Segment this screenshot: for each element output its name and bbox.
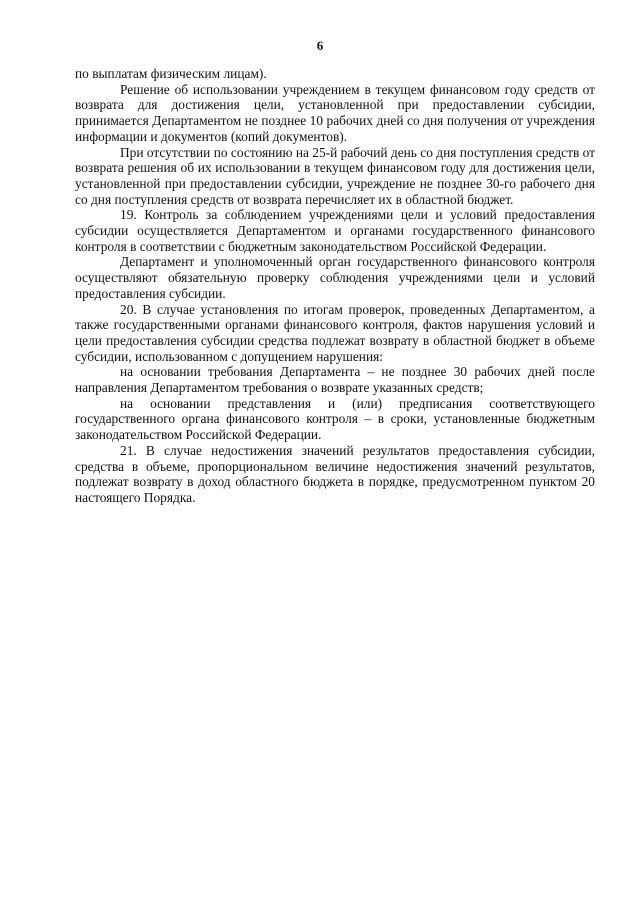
paragraph-continuation: по выплатам физическим лицам).	[75, 66, 267, 81]
document-body	[75, 66, 595, 506]
paragraph-item-21: 21. В случае недостижения значений результатов предоставления субсидии, средства в объеме, пропорциональном величине недостижения значений результатов, подлежат возврату в доход областного бюджета в порядке, предусмотренном пунктом 20 настоящего Порядка.	[75, 442, 595, 505]
paragraph-decision-on-use: Решение об использовании учреждением в текущем финансовом году средств от возврата для достижения цели, установленной при предоставлении субсидии, принимается Департаментом не позднее 10 рабочих дней со дня получения от учреждения информации и документов (копий документов).	[75, 81, 595, 144]
paragraph-mandatory-check: Департамент и уполномоченный орган государственного финансового контроля осуществляют обязательную проверку соблюдения учреждениями цели и условий предоставления субсидии.	[75, 254, 595, 301]
paragraph-item-19: 19. Контроль за соблюдением учреждениями цели и условий предоставления субсидии осуществляется Департаментом и органами государственного финансового контроля в соответствии с бюджетным законодательством Российской Федерации.	[75, 207, 595, 254]
paragraph-item-20: 20. В случае установления по итогам проверок, проведенных Департаментом, а также государственными органами финансового контроля, фактов нарушения условий и цели предоставления субсидии средства подлежат возврату в областной бюджет в объеме субсидии, использованном с допущением нарушения:	[75, 301, 595, 364]
paragraph-department-requirement: на основании требования Департамента – не позднее 30 рабочих дней после направления Департаментом требования о возврате указанных средств;	[75, 364, 595, 396]
paragraph-control-body-order: на основании представления и (или) предписания соответствующего государственного органа финансового контроля – в сроки, установленные бюджетным законодательством Российской Федерации.	[75, 395, 595, 443]
page-number: 6	[316, 38, 324, 53]
paragraph-absence-of-decision: При отсутствии по состоянию на 25-й рабочий день со дня поступления средств от возврата решения об их использовании в текущем финансовом году для достижения цели, установленной при предоставлении субсидии, учреждение не позднее 30-го рабочего дня со дня поступления средств от возврата перечисляет их в областной бюджет.	[75, 144, 595, 207]
